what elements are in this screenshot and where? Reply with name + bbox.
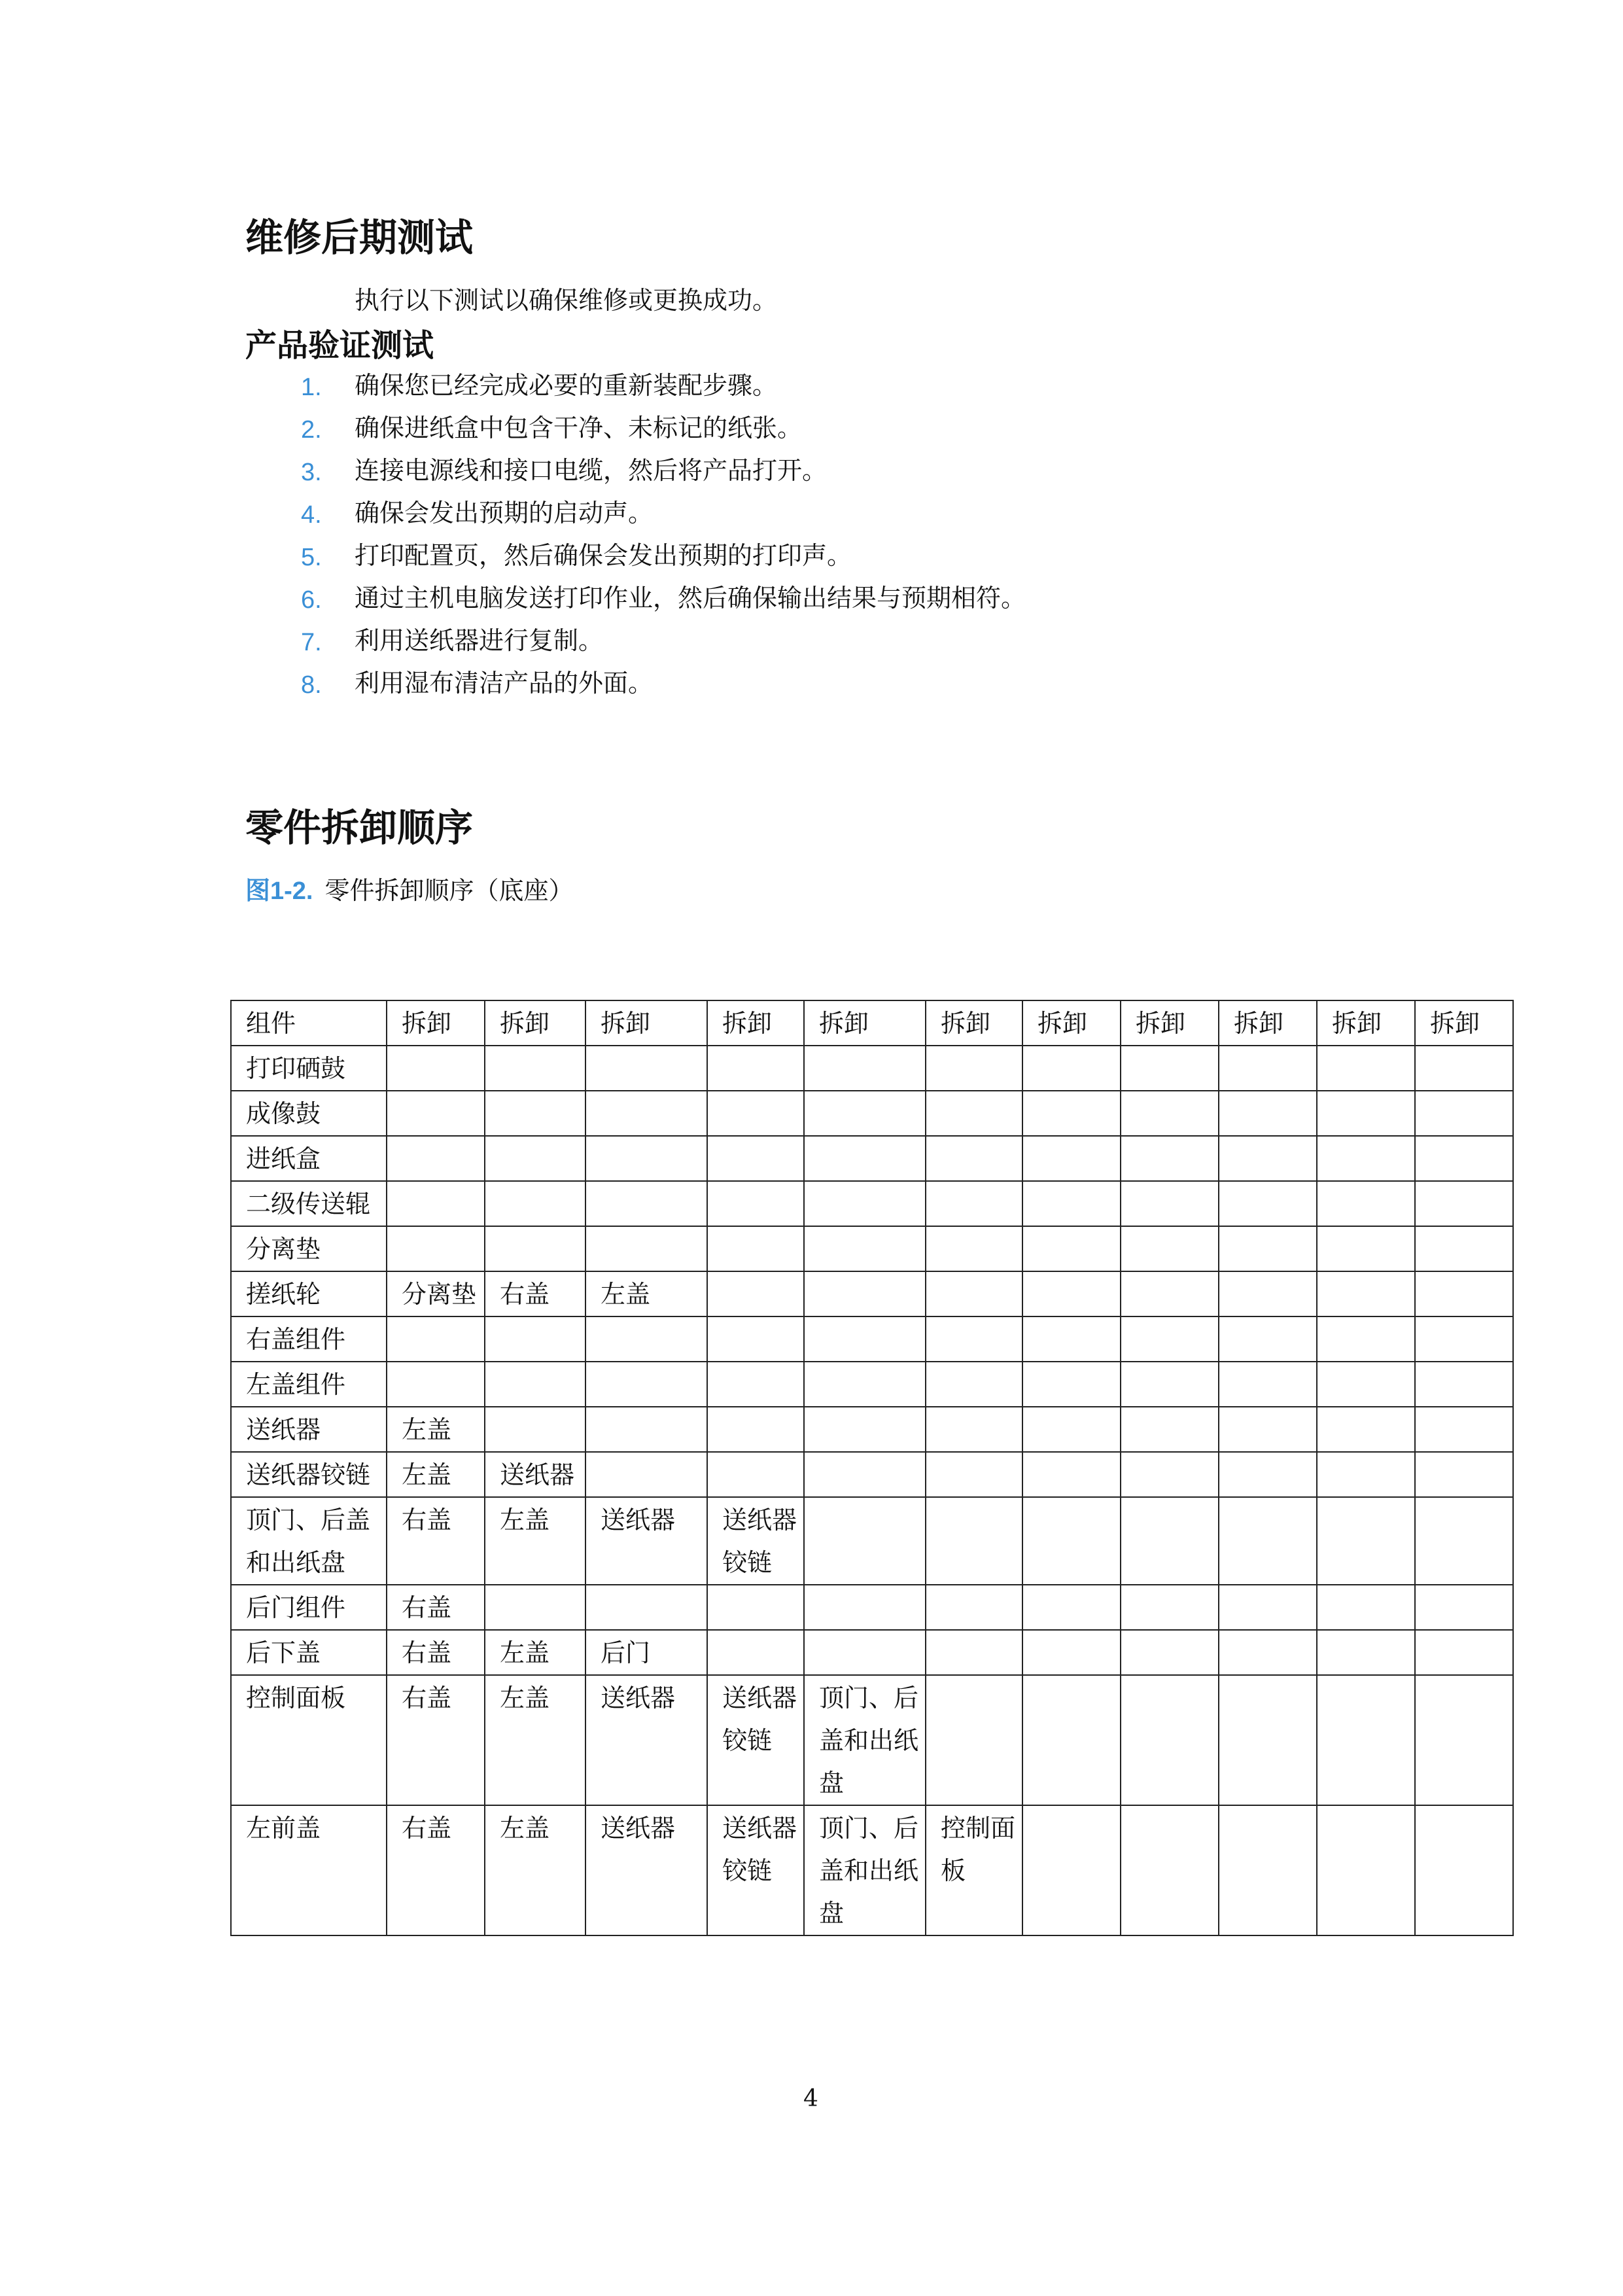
step-cell: 左盖 <box>485 1805 585 1935</box>
empty-cell <box>926 1675 1022 1805</box>
empty-cell <box>1317 1046 1415 1091</box>
empty-cell <box>926 1046 1022 1091</box>
empty-cell <box>1219 1452 1317 1497</box>
empty-cell <box>485 1046 585 1091</box>
empty-cell <box>1022 1362 1121 1407</box>
empty-cell <box>1022 1226 1121 1271</box>
empty-cell <box>1219 1585 1317 1630</box>
empty-cell <box>707 1362 804 1407</box>
table-row <box>231 1407 1513 1452</box>
step-cell: 控制面板 <box>926 1805 1022 1935</box>
empty-cell <box>1121 1316 1219 1362</box>
table-row <box>231 1091 1513 1136</box>
step-cell: 送纸器 <box>485 1452 585 1497</box>
step-cell: 左盖 <box>485 1497 585 1585</box>
empty-cell <box>1415 1271 1513 1316</box>
component-cell: 打印硒鼓 <box>231 1046 387 1091</box>
empty-cell <box>1219 1136 1317 1181</box>
empty-cell <box>1219 1805 1317 1935</box>
empty-cell <box>926 1091 1022 1136</box>
component-cell: 后下盖 <box>231 1630 387 1675</box>
empty-cell <box>1121 1452 1219 1497</box>
empty-cell <box>926 1585 1022 1630</box>
empty-cell <box>387 1181 485 1226</box>
step-number: 2. <box>301 416 322 444</box>
step-text: 连接电源线和接口电缆，然后将产品打开。 <box>355 456 828 485</box>
empty-cell <box>804 1271 926 1316</box>
empty-cell <box>1415 1407 1513 1452</box>
step-cell: 送纸器铰链 <box>707 1675 804 1805</box>
empty-cell <box>926 1136 1022 1181</box>
empty-cell <box>1415 1316 1513 1362</box>
empty-cell <box>1219 1675 1317 1805</box>
empty-cell <box>1219 1407 1317 1452</box>
empty-cell <box>707 1316 804 1362</box>
step-number: 5. <box>301 544 322 571</box>
empty-cell <box>387 1226 485 1271</box>
step-cell: 左盖 <box>485 1630 585 1675</box>
empty-cell <box>926 1362 1022 1407</box>
header-cell: 拆卸 <box>1219 1000 1317 1046</box>
empty-cell <box>1415 1181 1513 1226</box>
step-number: 8. <box>301 671 322 699</box>
empty-cell <box>1415 1136 1513 1181</box>
empty-cell <box>707 1452 804 1497</box>
empty-cell <box>585 1407 707 1452</box>
empty-cell <box>926 1497 1022 1585</box>
empty-cell <box>1219 1181 1317 1226</box>
step-text: 确保您已经完成必要的重新装配步骤。 <box>355 371 778 400</box>
component-cell: 左前盖 <box>231 1805 387 1935</box>
header-cell: 拆卸 <box>1121 1000 1219 1046</box>
header-cell: 拆卸 <box>485 1000 585 1046</box>
step-text: 确保进纸盒中包含干净、未标记的纸张。 <box>355 414 803 442</box>
empty-cell <box>585 1316 707 1362</box>
table-row <box>231 1452 1513 1497</box>
empty-cell <box>585 1046 707 1091</box>
empty-cell <box>1317 1136 1415 1181</box>
component-cell: 进纸盒 <box>231 1136 387 1181</box>
empty-cell <box>1022 1046 1121 1091</box>
component-cell: 右盖组件 <box>231 1316 387 1362</box>
empty-cell <box>1121 1226 1219 1271</box>
step-cell: 右盖 <box>387 1805 485 1935</box>
empty-cell <box>804 1181 926 1226</box>
empty-cell <box>804 1046 926 1091</box>
step-text: 打印配置页，然后确保会发出预期的打印声。 <box>355 541 852 570</box>
empty-cell <box>804 1316 926 1362</box>
table-row <box>231 1271 1513 1316</box>
empty-cell <box>1415 1805 1513 1935</box>
empty-cell <box>1415 1675 1513 1805</box>
empty-cell <box>926 1316 1022 1362</box>
empty-cell <box>485 1316 585 1362</box>
empty-cell <box>1219 1362 1317 1407</box>
empty-cell <box>707 1046 804 1091</box>
step-cell: 右盖 <box>387 1585 485 1630</box>
empty-cell <box>1317 1271 1415 1316</box>
empty-cell <box>1121 1362 1219 1407</box>
step-cell: 右盖 <box>387 1497 485 1585</box>
header-cell: 组件 <box>231 1000 387 1046</box>
empty-cell <box>707 1407 804 1452</box>
empty-cell <box>1121 1805 1219 1935</box>
empty-cell <box>1317 1091 1415 1136</box>
table-row <box>231 1181 1513 1226</box>
empty-cell <box>485 1407 585 1452</box>
header-cell: 拆卸 <box>585 1000 707 1046</box>
empty-cell <box>585 1136 707 1181</box>
empty-cell <box>926 1271 1022 1316</box>
empty-cell <box>707 1271 804 1316</box>
empty-cell <box>1219 1630 1317 1675</box>
empty-cell <box>1317 1805 1415 1935</box>
step-text: 确保会发出预期的启动声。 <box>355 499 654 527</box>
step-cell: 左盖 <box>485 1675 585 1805</box>
empty-cell <box>1022 1805 1121 1935</box>
header-cell: 拆卸 <box>707 1000 804 1046</box>
empty-cell <box>1022 1271 1121 1316</box>
empty-cell <box>1121 1407 1219 1452</box>
component-cell: 送纸器 <box>231 1407 387 1452</box>
empty-cell <box>485 1181 585 1226</box>
step-cell: 右盖 <box>387 1630 485 1675</box>
disassembly-table <box>230 1000 1514 1936</box>
component-cell: 二级传送辊 <box>231 1181 387 1226</box>
section-intro: 执行以下测试以确保维修或更换成功。 <box>355 286 778 315</box>
table-row <box>231 1136 1513 1181</box>
empty-cell <box>1022 1585 1121 1630</box>
empty-cell <box>1121 1497 1219 1585</box>
empty-cell <box>1317 1452 1415 1497</box>
step-number: 3. <box>301 459 322 486</box>
step-cell: 送纸器 <box>585 1675 707 1805</box>
empty-cell <box>707 1136 804 1181</box>
step-cell: 送纸器 <box>585 1497 707 1585</box>
empty-cell <box>387 1316 485 1362</box>
step-text: 利用湿布清洁产品的外面。 <box>355 669 654 698</box>
header-cell: 拆卸 <box>926 1000 1022 1046</box>
step-cell: 左盖 <box>585 1271 707 1316</box>
empty-cell <box>1121 1271 1219 1316</box>
empty-cell <box>1022 1316 1121 1362</box>
component-cell: 送纸器铰链 <box>231 1452 387 1497</box>
empty-cell <box>1415 1452 1513 1497</box>
empty-cell <box>485 1091 585 1136</box>
empty-cell <box>707 1181 804 1226</box>
section-title-post-repair-test: 维修后期测试 <box>245 215 474 260</box>
empty-cell <box>804 1091 926 1136</box>
empty-cell <box>1121 1630 1219 1675</box>
empty-cell <box>926 1407 1022 1452</box>
table-row <box>231 1675 1513 1805</box>
header-cell: 拆卸 <box>387 1000 485 1046</box>
step-cell: 顶门、后盖和出纸盘 <box>804 1805 926 1935</box>
empty-cell <box>1121 1136 1219 1181</box>
empty-cell <box>1219 1316 1317 1362</box>
empty-cell <box>1022 1630 1121 1675</box>
empty-cell <box>1022 1452 1121 1497</box>
step-cell: 左盖 <box>387 1407 485 1452</box>
step-cell: 右盖 <box>387 1675 485 1805</box>
component-cell: 后门组件 <box>231 1585 387 1630</box>
component-cell: 控制面板 <box>231 1675 387 1805</box>
empty-cell <box>926 1630 1022 1675</box>
step-number: 7. <box>301 629 322 656</box>
empty-cell <box>485 1136 585 1181</box>
component-cell: 左盖组件 <box>231 1362 387 1407</box>
component-cell: 成像鼓 <box>231 1091 387 1136</box>
empty-cell <box>1317 1316 1415 1362</box>
component-cell: 搓纸轮 <box>231 1271 387 1316</box>
table-row <box>231 1046 1513 1091</box>
empty-cell <box>387 1136 485 1181</box>
empty-cell <box>1317 1362 1415 1407</box>
figure-caption-text: 零件拆卸顺序（底座） <box>324 876 574 905</box>
empty-cell <box>1415 1226 1513 1271</box>
empty-cell <box>926 1181 1022 1226</box>
empty-cell <box>387 1046 485 1091</box>
empty-cell <box>585 1091 707 1136</box>
table-row <box>231 1226 1513 1271</box>
empty-cell <box>585 1181 707 1226</box>
component-cell: 顶门、后盖和出纸盘 <box>231 1497 387 1585</box>
empty-cell <box>1121 1181 1219 1226</box>
step-cell: 送纸器铰链 <box>707 1497 804 1585</box>
empty-cell <box>1022 1181 1121 1226</box>
empty-cell <box>1121 1675 1219 1805</box>
empty-cell <box>1022 1497 1121 1585</box>
empty-cell <box>1022 1407 1121 1452</box>
empty-cell <box>707 1226 804 1271</box>
empty-cell <box>1317 1585 1415 1630</box>
step-number: 6. <box>301 586 322 614</box>
empty-cell <box>804 1630 926 1675</box>
step-text: 通过主机电脑发送打印作业，然后确保输出结果与预期相符。 <box>355 584 1026 612</box>
empty-cell <box>1219 1271 1317 1316</box>
table-row <box>231 1362 1513 1407</box>
empty-cell <box>707 1630 804 1675</box>
empty-cell <box>1219 1046 1317 1091</box>
empty-cell <box>485 1226 585 1271</box>
empty-cell <box>1415 1630 1513 1675</box>
empty-cell <box>707 1585 804 1630</box>
header-cell: 拆卸 <box>1415 1000 1513 1046</box>
step-cell: 右盖 <box>485 1271 585 1316</box>
empty-cell <box>1317 1630 1415 1675</box>
empty-cell <box>1415 1046 1513 1091</box>
empty-cell <box>804 1452 926 1497</box>
step-cell: 左盖 <box>387 1452 485 1497</box>
subsection-title-verification: 产品验证测试 <box>245 327 434 364</box>
figure-caption <box>245 878 574 904</box>
table-row <box>231 1805 1513 1935</box>
empty-cell <box>804 1497 926 1585</box>
empty-cell <box>1317 1407 1415 1452</box>
step-cell: 送纸器铰链 <box>707 1805 804 1935</box>
empty-cell <box>804 1136 926 1181</box>
empty-cell <box>1317 1181 1415 1226</box>
step-number: 4. <box>301 501 322 529</box>
empty-cell <box>1219 1226 1317 1271</box>
empty-cell <box>804 1226 926 1271</box>
step-cell: 送纸器 <box>585 1805 707 1935</box>
table-row <box>231 1630 1513 1675</box>
table-row <box>231 1585 1513 1630</box>
empty-cell <box>1022 1091 1121 1136</box>
empty-cell <box>1121 1046 1219 1091</box>
empty-cell <box>1219 1497 1317 1585</box>
empty-cell <box>926 1226 1022 1271</box>
empty-cell <box>1022 1136 1121 1181</box>
empty-cell <box>1415 1362 1513 1407</box>
empty-cell <box>804 1362 926 1407</box>
empty-cell <box>585 1452 707 1497</box>
empty-cell <box>926 1452 1022 1497</box>
step-cell: 顶门、后盖和出纸盘 <box>804 1675 926 1805</box>
header-cell: 拆卸 <box>804 1000 926 1046</box>
step-text: 利用送纸器进行复制。 <box>355 626 604 655</box>
empty-cell <box>387 1362 485 1407</box>
page-number: 4 <box>803 2085 818 2112</box>
empty-cell <box>1415 1091 1513 1136</box>
step-cell: 分离垫 <box>387 1271 485 1316</box>
empty-cell <box>585 1585 707 1630</box>
empty-cell <box>707 1091 804 1136</box>
step-cell: 后门 <box>585 1630 707 1675</box>
empty-cell <box>804 1407 926 1452</box>
empty-cell <box>804 1585 926 1630</box>
empty-cell <box>1317 1226 1415 1271</box>
header-cell: 拆卸 <box>1022 1000 1121 1046</box>
empty-cell <box>1121 1585 1219 1630</box>
empty-cell <box>1415 1585 1513 1630</box>
empty-cell <box>585 1226 707 1271</box>
section-title-disassembly-order: 零件拆卸顺序 <box>245 805 474 850</box>
empty-cell <box>1317 1497 1415 1585</box>
step-number: 1. <box>301 374 322 401</box>
figure-label: 图1-2. <box>245 877 313 905</box>
component-cell: 分离垫 <box>231 1226 387 1271</box>
empty-cell <box>485 1585 585 1630</box>
empty-cell <box>1121 1091 1219 1136</box>
empty-cell <box>1317 1675 1415 1805</box>
table-row <box>231 1497 1513 1585</box>
empty-cell <box>485 1362 585 1407</box>
empty-cell <box>1219 1091 1317 1136</box>
empty-cell <box>585 1362 707 1407</box>
empty-cell <box>1022 1675 1121 1805</box>
header-cell: 拆卸 <box>1317 1000 1415 1046</box>
empty-cell <box>387 1091 485 1136</box>
empty-cell <box>1415 1497 1513 1585</box>
table-header-row <box>231 1000 1513 1046</box>
table-row <box>231 1316 1513 1362</box>
